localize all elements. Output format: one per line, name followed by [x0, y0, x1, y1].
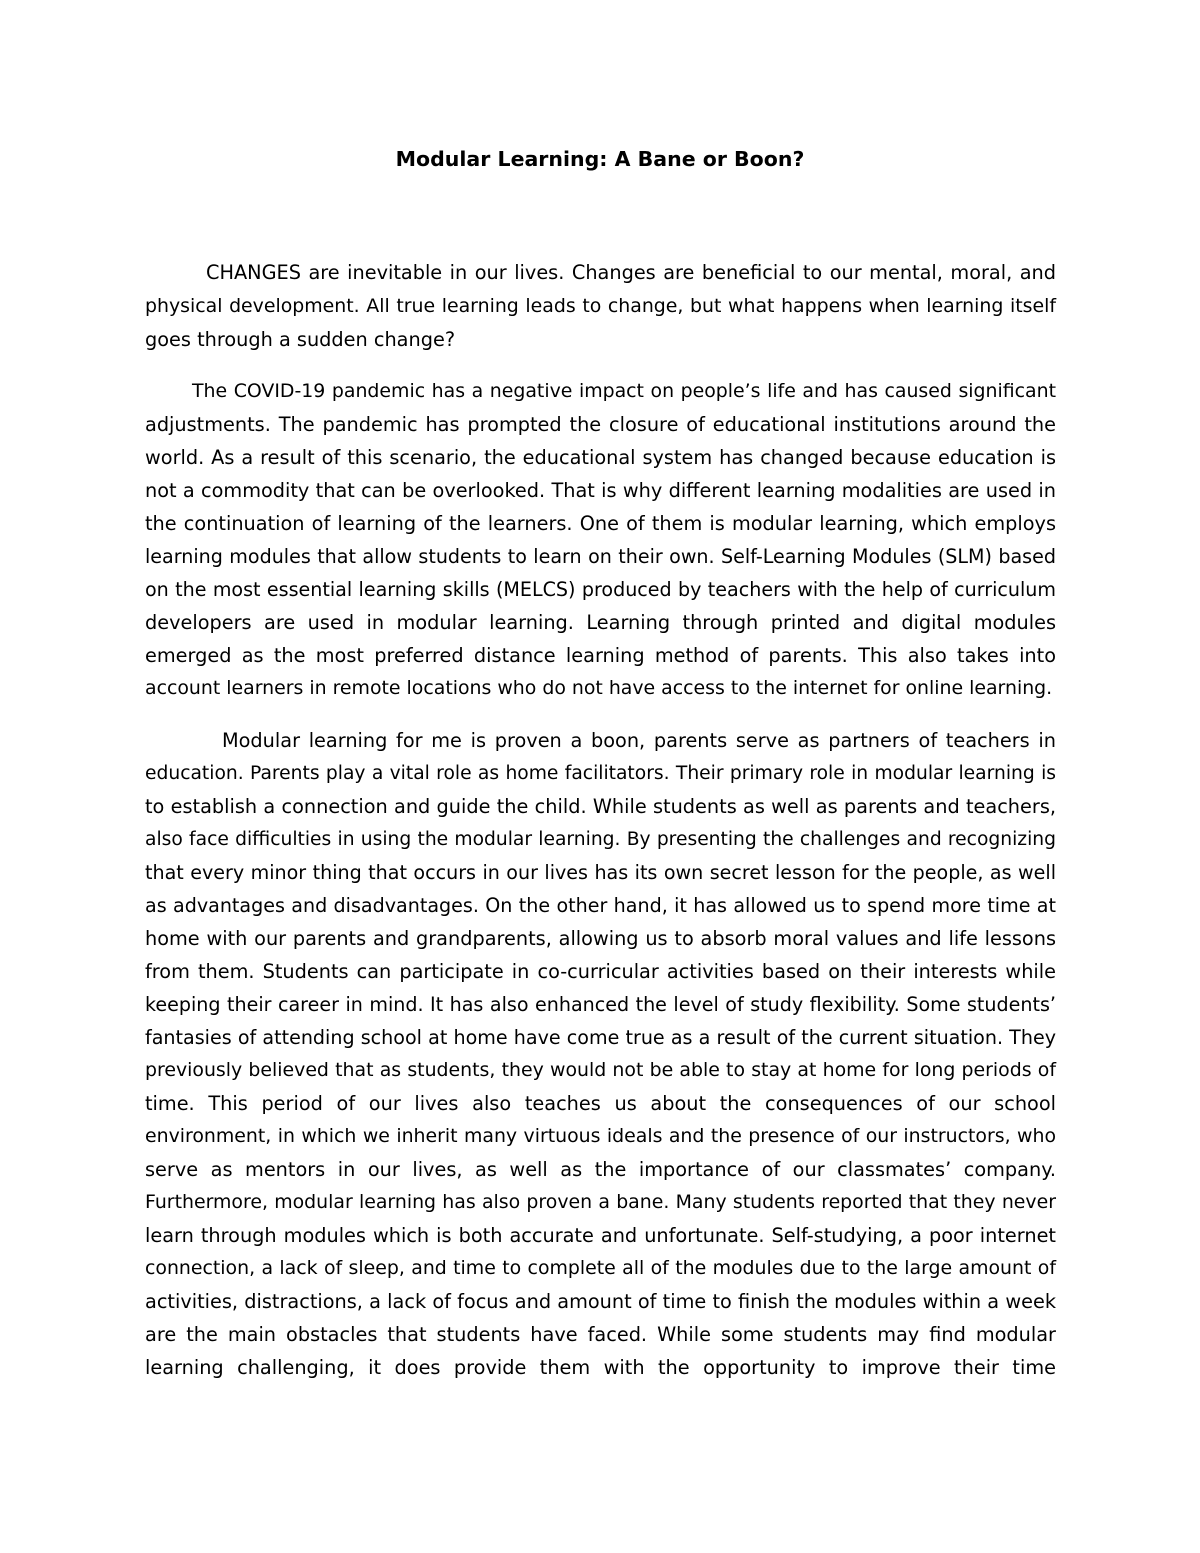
paragraph-1-line-2: physical development. All true learning leads to change, but what happens when learning itself — [145, 295, 1056, 317]
paragraph-3-line-18: activities, distractions, a lack of focus and amount of time to finish the modules within a week — [145, 1290, 1056, 1313]
paragraph-2-line-1: The COVID-19 pandemic has a negative impact on people’s life and has caused significant — [192, 380, 1056, 402]
paragraph-3-line-14: serve as mentors in our lives, as well as the importance of our classmates’ company. — [145, 1158, 1056, 1181]
paragraph-3-line-15: Furthermore, modular learning has also proven a bane. Many students reported that they never — [145, 1191, 1056, 1213]
paragraph-2-line-3: world. As a result of this scenario, the educational system has changed because education is — [145, 446, 1056, 469]
paragraph-3-line-3: to establish a connection and guide the child. While students as well as parents and teachers, — [145, 795, 1056, 818]
paragraph-3-line-12: time. This period of our lives also teaches us about the consequences of our school — [145, 1092, 1056, 1115]
paragraph-2-line-2: adjustments. The pandemic has prompted the closure of educational institutions around the — [145, 413, 1056, 436]
paragraph-3-line-19: are the main obstacles that students have faced. While some students may find modular — [145, 1323, 1056, 1346]
paragraph-3-line-10: fantasies of attending school at home have come true as a result of the current situation. They — [145, 1026, 1056, 1049]
paragraph-2-line-7: on the most essential learning skills (MELCS) produced by teachers with the help of curriculum — [145, 578, 1056, 601]
paragraph-3-line-5: that every minor thing that occurs in our lives has its own secret lesson for the people, as well — [145, 861, 1056, 884]
paragraph-3-line-2: education. Parents play a vital role as home facilitators. Their primary role in modular learning is — [145, 763, 1056, 784]
paragraph-3-line-13: environment, in which we inherit many virtuous ideals and the presence of our instructors, who — [145, 1125, 1056, 1147]
paragraph-3-line-20: learning challenging, it does provide them with the opportunity to improve their time — [145, 1356, 1056, 1379]
paragraph-2-line-8: developers are used in modular learning. Learning through printed and digital modules — [145, 611, 1056, 634]
paragraph-2-line-10: account learners in remote locations who do not have access to the internet for online learning. — [145, 677, 1053, 699]
paragraph-1-line-1: CHANGES are inevitable in our lives. Changes are beneficial to our mental, moral, and — [206, 261, 1056, 284]
document-title: Modular Learning: A Bane or Boon? — [395, 147, 805, 171]
paragraph-2-line-9: emerged as the most preferred distance learning method of parents. This also takes into — [145, 644, 1056, 667]
paragraph-3-line-4: also face difficulties in using the modular learning. By presenting the challenges and recognizing — [145, 829, 1056, 850]
paragraph-3-line-9: keeping their career in mind. It has also enhanced the level of study flexibility. Some students’ — [145, 993, 1056, 1016]
paragraph-3-line-7: home with our parents and grandparents, allowing us to absorb moral values and life lessons — [145, 927, 1056, 950]
paragraph-2-line-5: the continuation of learning of the learners. One of them is modular learning, which employs — [145, 512, 1056, 535]
paragraph-2-line-4: not a commodity that can be overlooked. That is why different learning modalities are used in — [145, 479, 1056, 502]
paragraph-3-line-6: as advantages and disadvantages. On the other hand, it has allowed us to spend more time at — [145, 894, 1056, 917]
paragraph-2-line-6: learning modules that allow students to learn on their own. Self-Learning Modules (SLM) based — [145, 545, 1056, 568]
paragraph-1-line-3: goes through a sudden change? — [145, 328, 456, 351]
paragraph-3-line-11: previously believed that as students, they would not be able to stay at home for long periods of — [145, 1059, 1056, 1081]
paragraph-3-line-17: connection, a lack of sleep, and time to complete all of the modules due to the large amount of — [145, 1257, 1056, 1279]
paragraph-3-line-8: from them. Students can participate in co-curricular activities based on their interests while — [145, 960, 1056, 983]
paragraph-3-line-1: Modular learning for me is proven a boon, parents serve as partners of teachers in — [222, 729, 1056, 752]
paragraph-3-line-16: learn through modules which is both accurate and unfortunate. Self-studying, a poor internet — [145, 1224, 1056, 1247]
